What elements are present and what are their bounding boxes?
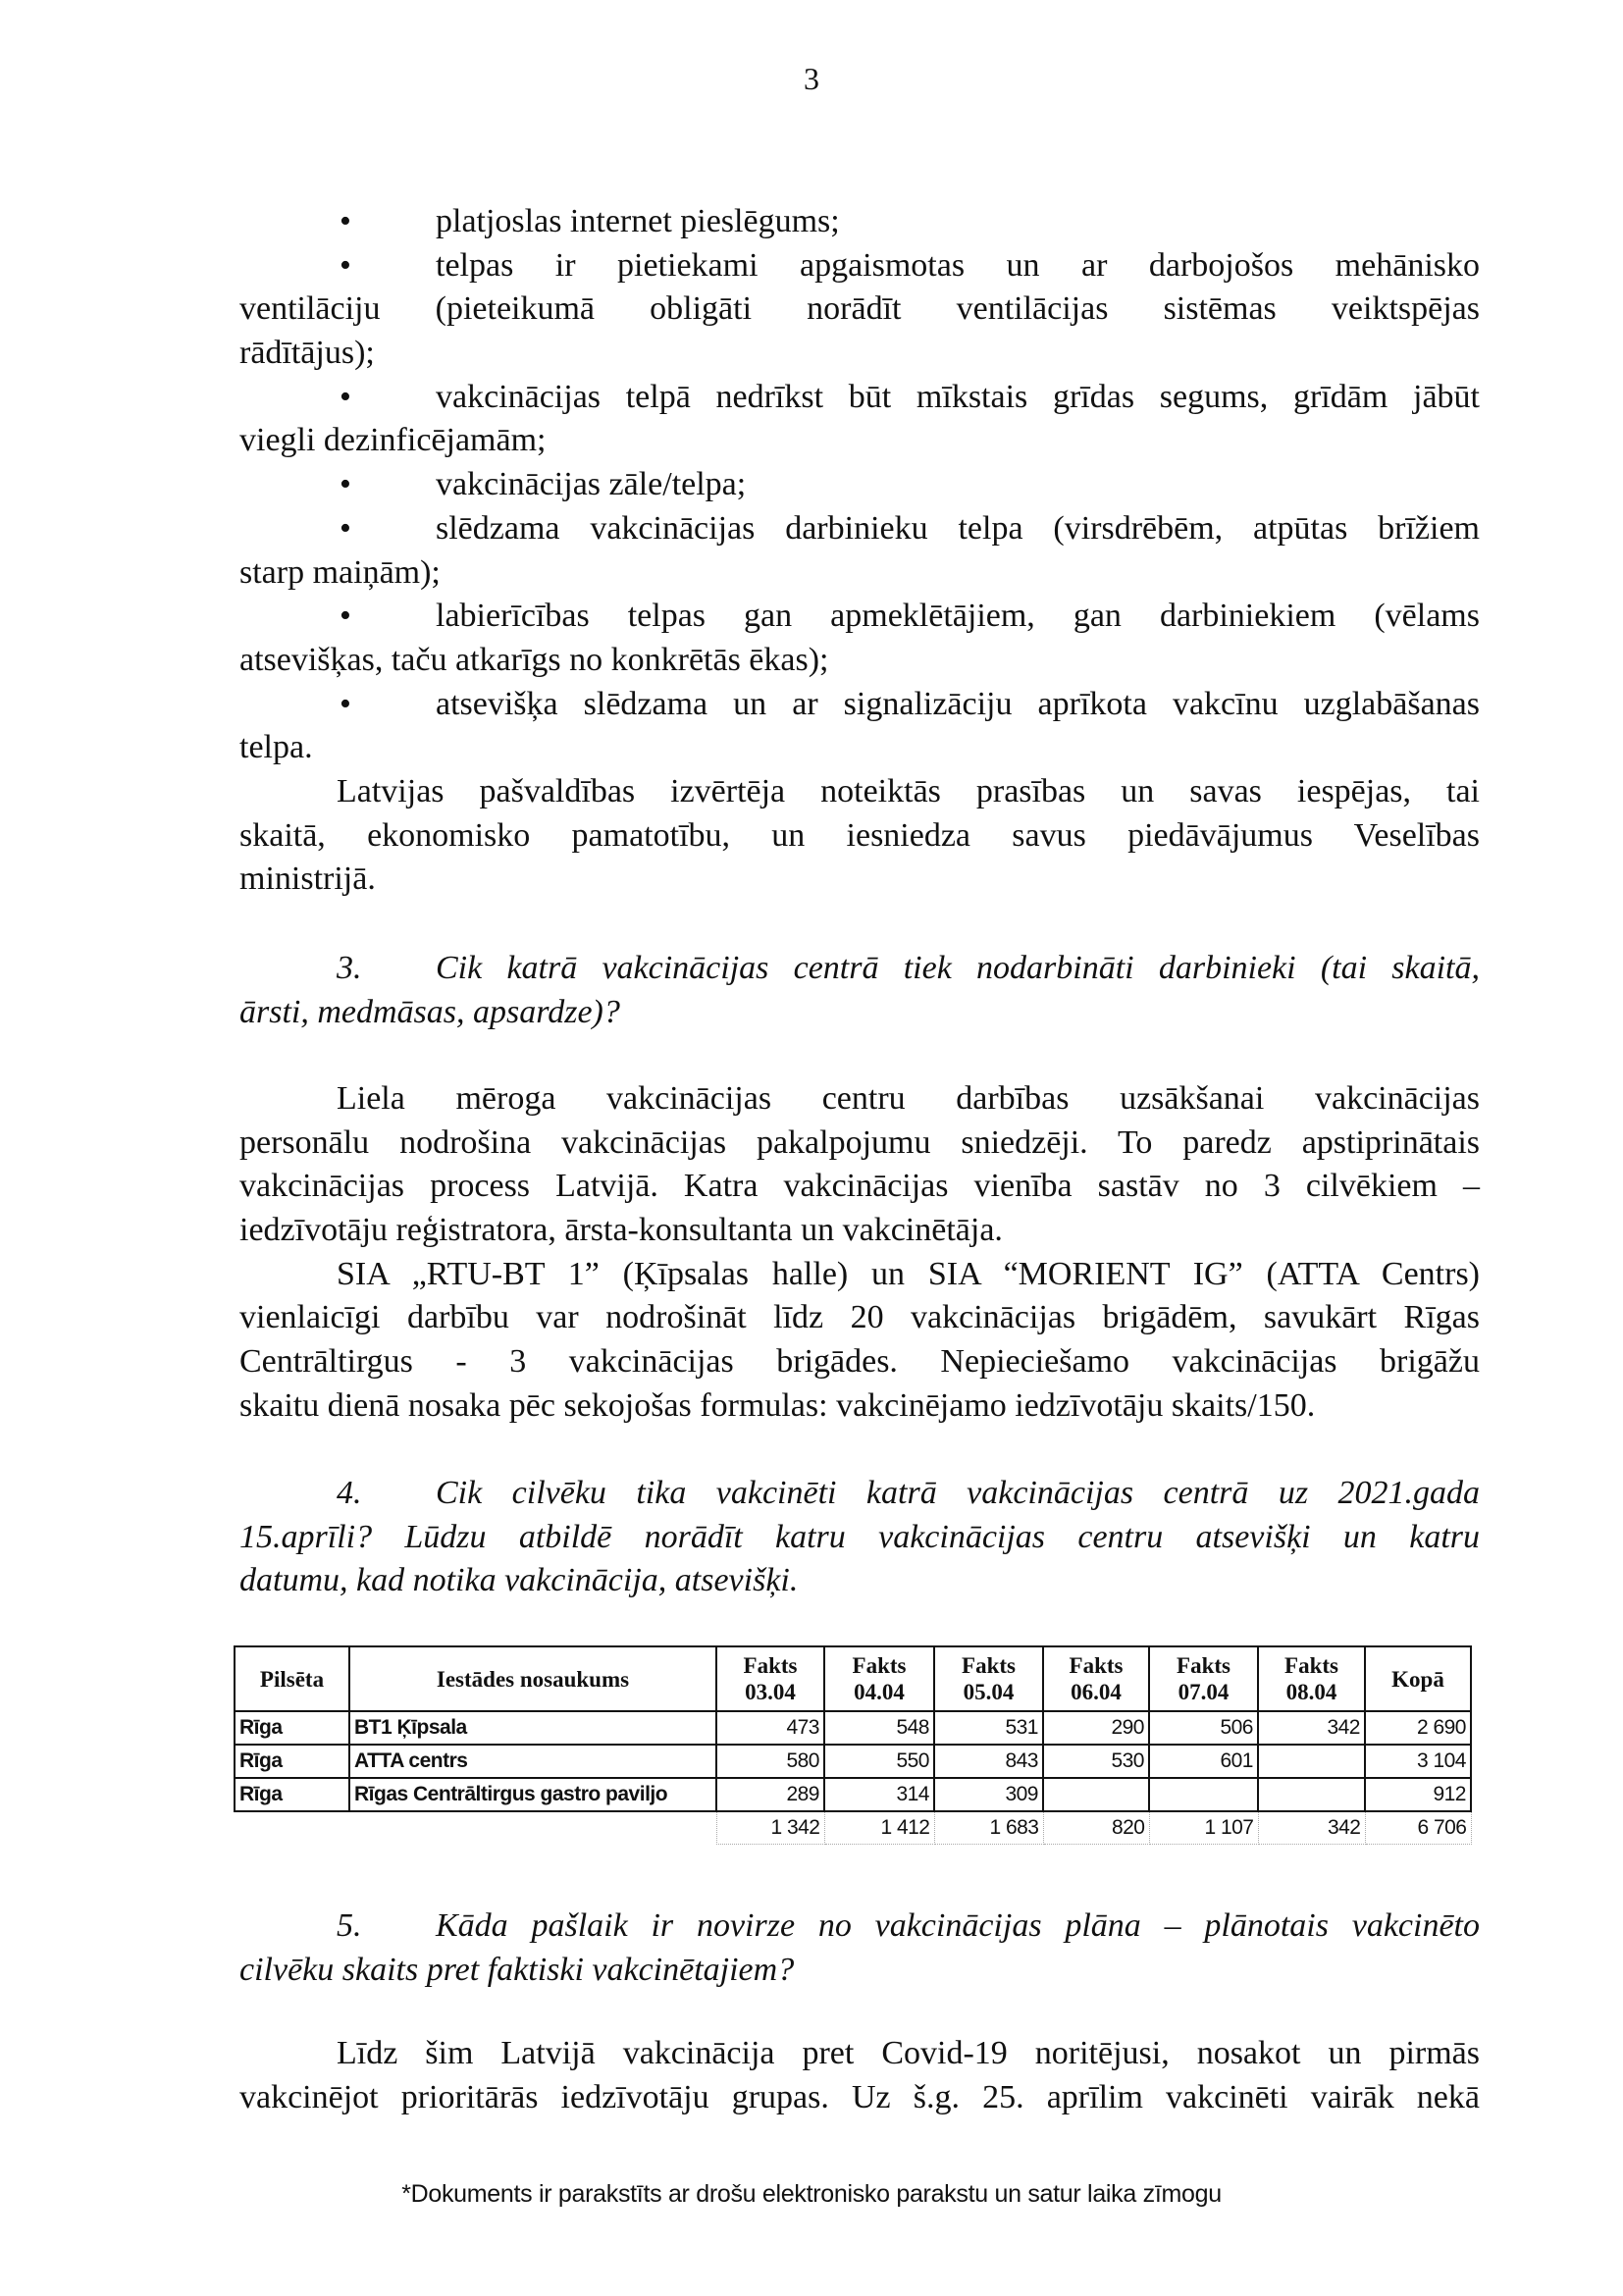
- total-cell: 1 107: [1149, 1811, 1258, 1845]
- total-cell: 1 342: [716, 1811, 824, 1845]
- total-cell: 342: [1258, 1811, 1365, 1845]
- bullet-item: [239, 595, 1480, 639]
- question-line: [239, 1949, 1480, 1993]
- text-line: [239, 332, 1480, 376]
- line-text: vakcinācijas process Latvijā. Katra vakcinācijas vienība sastāv no 3 cilvēkiem –: [239, 1168, 1480, 1205]
- value-cell: 2 690: [1365, 1711, 1471, 1745]
- bullet-icon: •: [340, 685, 351, 722]
- line-text: labierīcības telpas gan apmeklētājiem, gan darbiniekiem (vēlams: [436, 598, 1480, 635]
- line-text: Latvijas pašvaldības izvērtēja noteiktās prasības un savas iespējas, tai: [337, 772, 1480, 809]
- question-text: 15.aprīli? Lūdzu atbildē norādīt katru vakcinācijas centru atsevišķi un katru: [239, 1518, 1480, 1555]
- value-cell: 548: [824, 1711, 934, 1745]
- line-text: vienlaicīgi darbību var nodrošināt līdz 20 vakcinācijas brigādēm, savukārt Rīgas: [239, 1299, 1480, 1336]
- value-cell: [1149, 1778, 1258, 1811]
- column-header: Fakts 05.04: [934, 1646, 1043, 1711]
- page-number: 3: [804, 61, 819, 96]
- bullet-icon: •: [340, 203, 351, 239]
- question-4: [239, 1472, 1480, 1603]
- column-header: Fakts 03.04: [716, 1646, 824, 1711]
- value-cell: 531: [934, 1711, 1043, 1745]
- text-line: [239, 1296, 1480, 1340]
- blank-cell: [235, 1811, 716, 1845]
- text-line: [239, 1165, 1480, 1209]
- question-line: [239, 1559, 1480, 1603]
- text-line: [239, 419, 1480, 463]
- question-text: Cik cilvēku tika vakcinēti katrā vakcinācijas centrā uz 2021.gada: [436, 1475, 1480, 1511]
- value-cell: 506: [1149, 1711, 1258, 1745]
- bullet-item: [239, 683, 1480, 727]
- question-line: [239, 991, 1480, 1035]
- question-line: [239, 1905, 1480, 1949]
- totals-row: [235, 1811, 1471, 1845]
- text-line: [239, 639, 1480, 683]
- value-cell: [1043, 1778, 1149, 1811]
- value-cell: 601: [1149, 1745, 1258, 1778]
- question-number: 5.: [337, 1907, 362, 1944]
- text-line: [239, 726, 1480, 770]
- value-cell: 473: [716, 1711, 824, 1745]
- city-cell: Rīga: [235, 1745, 349, 1778]
- question-line: [239, 947, 1480, 991]
- value-cell: [1258, 1778, 1365, 1811]
- question-text: cilvēku skaits pret faktiski vakcinētajiem?: [239, 1951, 795, 1988]
- line-text: atsevišķa slēdzama un ar signalizāciju aprīkota vakcīnu uzglabāšanas: [436, 685, 1480, 722]
- text-line: [239, 770, 1480, 814]
- line-text: iedzīvotāju reģistratora, ārsta-konsultanta un vakcinētāja.: [239, 1212, 1003, 1249]
- institution-cell: ATTA centrs: [349, 1745, 716, 1778]
- line-text: slēdzama vakcinācijas darbinieku telpa (virsdrēbēm, atpūtas brīžiem: [436, 509, 1480, 547]
- line-text: Liela mēroga vakcinācijas centru darbības uzsākšanai vakcinācijas: [337, 1080, 1480, 1117]
- question-text: ārsti, medmāsas, apsardze)?: [239, 993, 620, 1030]
- bullet-item: [239, 463, 1480, 507]
- table-header-row: [235, 1646, 1471, 1711]
- line-text: ventilāciju (pieteikumā obligāti norādīt ventilācijas sistēmas veiktspējas: [239, 290, 1480, 328]
- question-text: Kāda pašlaik ir novirze no vakcinācijas plāna – plānotais vakcinēto: [436, 1907, 1480, 1944]
- line-text: skaitu dienā nosaka pēc sekojošas formulas: vakcinējamo iedzīvotāju skaits/150.: [239, 1386, 1316, 1424]
- value-cell: 314: [824, 1778, 934, 1811]
- value-cell: 342: [1258, 1711, 1365, 1745]
- text-line: [239, 1340, 1480, 1384]
- total-cell: 820: [1043, 1811, 1149, 1845]
- value-cell: 290: [1043, 1711, 1149, 1745]
- city-cell: Rīga: [235, 1711, 349, 1745]
- line-text: personālu nodrošina vakcinācijas pakalpojumu sniedzēji. To paredz apstiprinātais: [239, 1123, 1480, 1161]
- bullet-icon: •: [340, 466, 351, 503]
- line-text: vakcinējot prioritārās iedzīvotāju grupas. Uz š.g. 25. aprīlim vakcinēti vairāk nekā: [239, 2078, 1480, 2115]
- text-line: [239, 1077, 1480, 1122]
- value-cell: 912: [1365, 1778, 1471, 1811]
- text-line: [239, 1253, 1480, 1297]
- total-cell: 1 412: [824, 1811, 934, 1845]
- line-text: atsevišķas, taču atkarīgs no konkrētās ēkas);: [239, 641, 829, 678]
- vaccination-table: [234, 1645, 1472, 1845]
- answer-5: [239, 2032, 1480, 2119]
- total-cell: 6 706: [1365, 1811, 1471, 1845]
- question-number: 3.: [337, 950, 362, 986]
- table-row: [235, 1711, 1471, 1745]
- requirements-list: [239, 200, 1480, 902]
- bullet-item: [239, 507, 1480, 551]
- question-line: [239, 1472, 1480, 1516]
- value-cell: 580: [716, 1745, 824, 1778]
- text-line: [239, 551, 1480, 596]
- value-cell: [1258, 1745, 1365, 1778]
- line-text: Līdz šim Latvijā vakcinācija pret Covid-19 noritējusi, nosakot un pirmās: [337, 2035, 1480, 2071]
- value-cell: 843: [934, 1745, 1043, 1778]
- bullet-icon: •: [340, 246, 351, 284]
- text-line: [239, 1384, 1480, 1429]
- text-line: [239, 1209, 1480, 1253]
- line-text: viegli dezinficējamām;: [239, 422, 547, 459]
- table-row: [235, 1745, 1471, 1778]
- value-cell: 550: [824, 1745, 934, 1778]
- bullet-icon: •: [340, 598, 351, 635]
- line-text: telpas ir pietiekami apgaismotas un ar darbojošos mehānisko: [436, 246, 1480, 284]
- text-line: [239, 858, 1480, 902]
- column-header: Iestādes nosaukums: [349, 1646, 716, 1711]
- institution-cell: Rīgas Centrāltirgus gastro paviljo: [349, 1778, 716, 1811]
- line-text: ministrijā.: [239, 861, 376, 898]
- question-line: [239, 1516, 1480, 1560]
- column-header: Fakts 07.04: [1149, 1646, 1258, 1711]
- signature-footer: *Dokuments ir parakstīts ar drošu elektronisko parakstu un satur laika zīmogu: [401, 2180, 1222, 2208]
- text-line: [239, 814, 1480, 859]
- bullet-item: [239, 244, 1480, 288]
- line-text: platjoslas internet pieslēgums;: [436, 203, 840, 239]
- column-header: Pilsēta: [235, 1646, 349, 1711]
- total-cell: 1 683: [934, 1811, 1043, 1845]
- table-row: [235, 1778, 1471, 1811]
- line-text: SIA „RTU-BT 1” (Ķīpsalas halle) un SIA “MORIENT IG” (ATTA Centrs): [337, 1255, 1480, 1292]
- text-line: [239, 2032, 1480, 2076]
- bullet-item: [239, 200, 1480, 244]
- line-text: skaitā, ekonomisko pamatotību, un iesniedza savus piedāvājumus Veselības: [239, 816, 1480, 854]
- question-text: datumu, kad notika vakcinācija, atsevišķi.: [239, 1562, 799, 1599]
- value-cell: 289: [716, 1778, 824, 1811]
- line-text: starp maiņām);: [239, 553, 441, 591]
- column-header: Kopā: [1365, 1646, 1471, 1711]
- bullet-icon: •: [340, 509, 351, 547]
- question-5: [239, 1905, 1480, 1992]
- institution-cell: BT1 Ķīpsala: [349, 1711, 716, 1745]
- question-3: [239, 947, 1480, 1034]
- question-number: 4.: [337, 1475, 362, 1511]
- bullet-item: [239, 376, 1480, 420]
- line-text: Centrāltirgus - 3 vakcinācijas brigādes. Nepieciešamo vakcinācijas brigāžu: [239, 1343, 1480, 1381]
- column-header: Fakts 06.04: [1043, 1646, 1149, 1711]
- value-cell: 309: [934, 1778, 1043, 1811]
- answer-3: [239, 1077, 1480, 1429]
- line-text: telpa.: [239, 729, 313, 766]
- column-header: Fakts 08.04: [1258, 1646, 1365, 1711]
- line-text: vakcinācijas telpā nedrīkst būt mīkstais grīdas segums, grīdām jābūt: [436, 378, 1480, 415]
- text-line: [239, 1122, 1480, 1166]
- line-text: vakcinācijas zāle/telpa;: [436, 466, 747, 503]
- text-line: [239, 287, 1480, 332]
- city-cell: Rīga: [235, 1778, 349, 1811]
- column-header: Fakts 04.04: [824, 1646, 934, 1711]
- text-line: [239, 2076, 1480, 2120]
- bullet-icon: •: [340, 378, 351, 415]
- value-cell: 3 104: [1365, 1745, 1471, 1778]
- value-cell: 530: [1043, 1745, 1149, 1778]
- line-text: rādītājus);: [239, 335, 375, 372]
- question-text: Cik katrā vakcinācijas centrā tiek nodarbināti darbinieki (tai skaitā,: [436, 950, 1480, 986]
